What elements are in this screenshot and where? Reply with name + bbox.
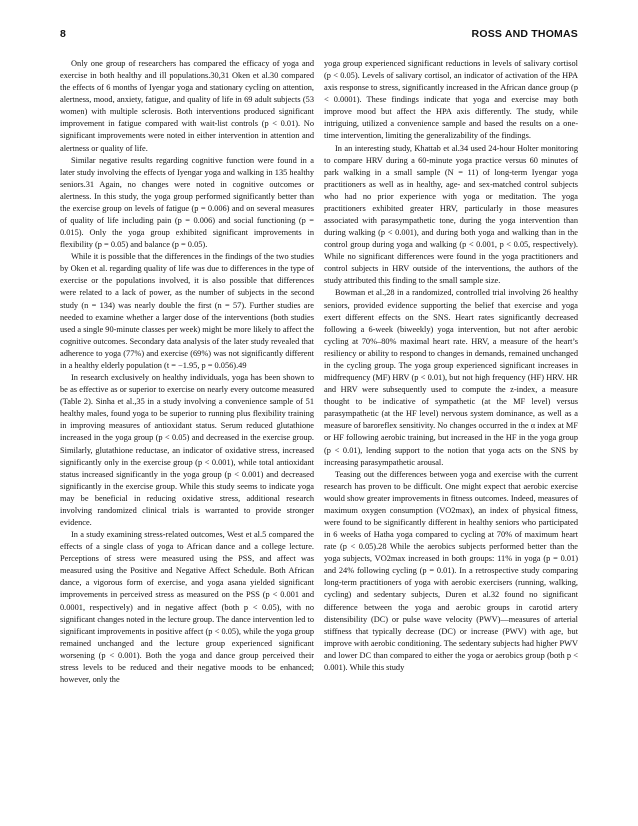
paragraph: Similar negative results regarding cognitive function were found in a later study involving the effects of Iyengar yoga and walking in 135 healthy seniors.31 Again, no changes were noted in cognitive outcomes or alertness. In this study, the yoga group performed significantly better than the exercise group on levels of fatigue (p = 0.006) and on several measures of quality of life including pain (p = 0.006) and social functioning (p = 0.015). Only the yoga group exhibited significant improvements in flexibility (p = 0.05) and balance (p = 0.05). [60, 155, 314, 250]
paragraph: In an interesting study, Khattab et al.34 used 24-hour Holter monitoring to compare HRV during a 60-minute yoga practice versus 60 minutes of park walking in a small sample (N = 11) of long-term Iyengar yoga practitioners as well as in healthy, age- and sex-matched control subjects who had no prior experience with yoga or meditation. The yoga practitioners exhibited greater HRV, particularly in those measures associated with parasympathetic tone, during the yoga intervention than during walking (p < 0.001), and during both yoga and walking than in the control group during yoga and walking (p < 0.001, p < 0.05, respectively). While no significant differences were found in the yoga practitioners and control subjects in HRV outside of the interventions, the authors of the study attributed this finding to the small sample size. [324, 143, 578, 286]
page-number: 8 [60, 28, 66, 40]
running-title: ROSS AND THOMAS [471, 28, 578, 40]
paragraph: Teasing out the differences between yoga and exercise with the current research has proven to be difficult. One might expect that aerobic exercise would show greater improvements in fitness outcomes. Indeed, measures of maximum oxygen consumption (VO2max), an index of physical fitness, were found to be significantly different in healthy seniors who participated in 6 weeks of Hatha yoga compared to cycling at 70% of maximum heart rate (p < 0.05).28 While the aerobics subjects performed better than the yoga subjects, VO2max increased in both groups: 11% in yoga (p = 0.01) and 24% following cycling (p = 0.01). In a retrospective study comparing long-term practitioners of yoga with aerobic exercisers (running, walking, cycling) and sedentary subjects, Duren et al.32 found no significant difference between the yoga and aerobic groups in carotid artery distensibility (DC) or pulse wave velocity (PWV)—measures of arterial stiffness that typically decrease (DC) or increase (PWV) with age, but improve with aerobic conditioning. The sedentary subjects had higher PWV and lower DC than compared to either the yoga or aerobics group (both p < 0.001). While this study [324, 469, 578, 672]
paragraph: Only one group of researchers has compared the efficacy of yoga and exercise in both healthy and ill populations.30,31 Oken et al.30 compared the effects of 6 months of Iyengar yoga and stationary cycling on attention, alertness, mood, anxiety, fatigue, and quality of life in 69 adult subjects (53 women) with multiple sclerosis. Both interventions produced significant improvement in fatigue compared with wait-list controls (p < 0.01). No significant improvements were noted in either intervention in attention and alertness or quality of life. [60, 59, 314, 153]
paragraph: Bowman et al.,28 in a randomized, controlled trial involving 26 healthy seniors, provided evidence supporting the belief that exercise and yoga exert different effects on the SNS. Heart rates significantly decreased following a 6-week (biweekly) yoga intervention, but not after aerobic cycling at 70%–80% maximal heart rate. HRV, a measure of the heart’s resiliency or ability to respond to changes in demands, remained unchanged in the cycling group. The yoga group experienced significant increases in midfrequency (MF) HRV (p < 0.01), but not high frequency (HF) HRV. HR and HRV were subsequently used to compute the z-index, a measure thought to be indicative of sympathetic (at the MF level) versus parasympathetic (at the HF level) nervous system dominance, as well as a measure of baroreflex sensitivity. No changes occurred in the α index at MF or HF following aerobic training, but increased in the HF in the yoga group (p < 0.01), lending support to the notion that yoga acts on the SNS by increasing parasympathetic arousal. [324, 288, 578, 467]
right-column [324, 58, 578, 674]
paragraph: In research exclusively on healthy individuals, yoga has been shown to be as effective as or superior to exercise on nearly every outcome measured (Table 2). Sinha et al.,35 in a study involving a convenience sample of 51 healthy males, found yoga to be superior to running plus flexibility training in improving measures of antioxidant status. Serum reduced glutathione increased in the yoga group (p < 0.05) and decreased in the exercise group. Similarly, glutathione reductase, an indicator of oxidative stress, increased significantly only in the exercise group (p < 0.001), while total antioxidant status increased significantly in the yoga group (p < 0.001) and decreased significantly in the exercise group. While this study seems to indicate yoga may be beneficial in reducing oxidative stress, additional research involving randomized clinical trials is warranted to provide stronger evidence. [60, 373, 314, 527]
left-column [60, 58, 314, 686]
paragraph: yoga group experienced significant reductions in levels of salivary cortisol (p < 0.05). Levels of salivary cortisol, an indicator of activation of the HPA axis response to stress, significantly increased in the African dance group (p < 0.0001). These findings indicate that yoga and exercise may both improve mood but affect the HPA axis differently. The study, while intriguing, utilized a convenience sample and based the results on a one-time intervention, limiting the generalizability of the findings. [324, 59, 578, 141]
paragraph: In a study examining stress-related outcomes, West et al.5 compared the effects of a single class of yoga to African dance and a college lecture. Perceptions of stress were measured using the PSS, and affect was measured using the Positive and Negative Affect Schedule. Both African dance, a vigorous form of exercise, and yoga asana yielded significant improvements in perceived stress as measured on the PSS (p < 0.001 and 0.0001, respectively) and in negative affect (both p < 0.05), with no significant changes noted in the lecture group. The dance intervention led to significant improvements in positive affect (p < 0.05), while the yoga group remained unchanged and the lecture group experienced significant worsening (p < 0.001). Both the yoga and dance group perceived their stress levels to be reduced and their negative moods to be enhanced; however, only the [60, 530, 314, 684]
paragraph: While it is possible that the differences in the findings of the two studies by Oken et al. regarding quality of life was due to differences in the type of exercise or the populations involved, it is also possible that differences were related to a lack of power, as the number of subjects in the second study (n = 134) was nearly double the first (n = 57). Further studies are needed to examine whether a larger dose of the interventions (both studies used a single 90-minute classes per week) might be more likely to affect the cognitive outcomes. Secondary data analysis of the later study revealed that adherence to yoga (77%) and exercise (69%) was not significantly different in a healthy elderly population (t = −1.95, p = 0.056).49 [60, 252, 314, 370]
